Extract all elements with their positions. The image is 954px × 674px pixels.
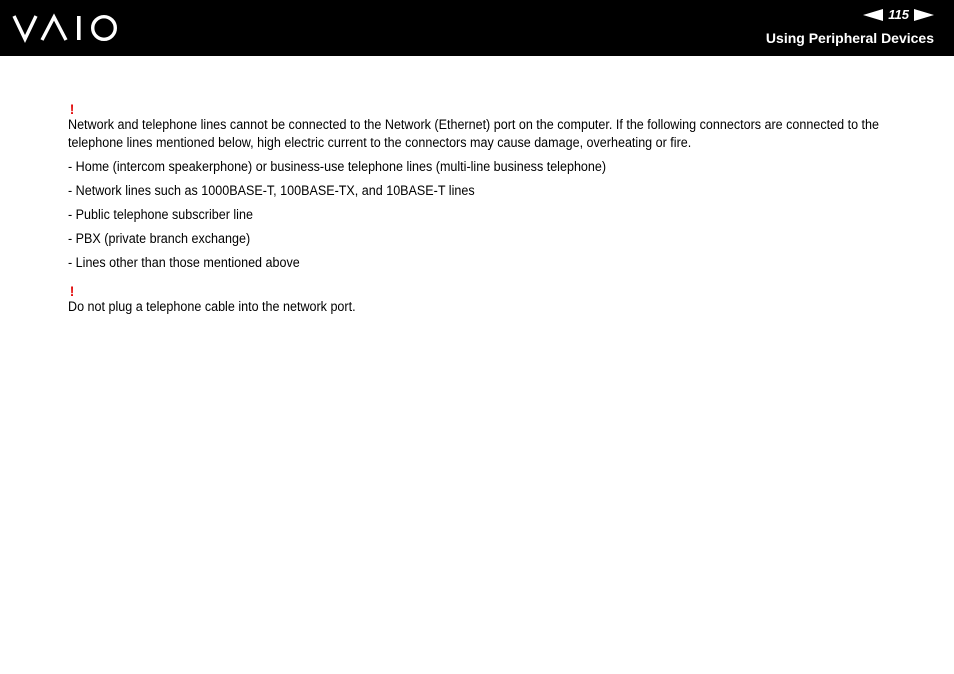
page-content — [68, 102, 908, 316]
list-item: - Network lines such as 1000BASE-T, 100BASE-TX, and 10BASE-T lines — [68, 183, 475, 198]
list-item: - Home (intercom speakerphone) or business-use telephone lines (multi-line business telephone) — [68, 159, 607, 174]
caution-text: Do not plug a telephone cable into the network port. — [68, 299, 356, 314]
page-number: 115 — [888, 7, 909, 22]
list-item: - Public telephone subscriber line — [68, 207, 253, 222]
caution-text: Network and telephone lines cannot be connected to the Network (Ethernet) port on the computer. If the following connectors are connected to the telephone lines mentioned below, high electric current to the connectors may cause damage, overheating or fire. — [68, 117, 879, 150]
caution-icon: ! — [69, 283, 75, 299]
connector-list — [68, 158, 908, 272]
page-navigation — [863, 6, 934, 24]
caution-icon: ! — [69, 101, 75, 117]
list-item: - Lines other than those mentioned above — [68, 255, 300, 270]
arrow-right-icon[interactable] — [914, 9, 934, 21]
list-item: - PBX (private branch exchange) — [68, 231, 251, 246]
arrow-left-icon[interactable] — [863, 9, 883, 21]
caution-block-2 — [68, 284, 908, 316]
section-title: Using Peripheral Devices — [765, 30, 934, 46]
vaio-logo — [12, 13, 120, 43]
page-header — [0, 0, 954, 56]
